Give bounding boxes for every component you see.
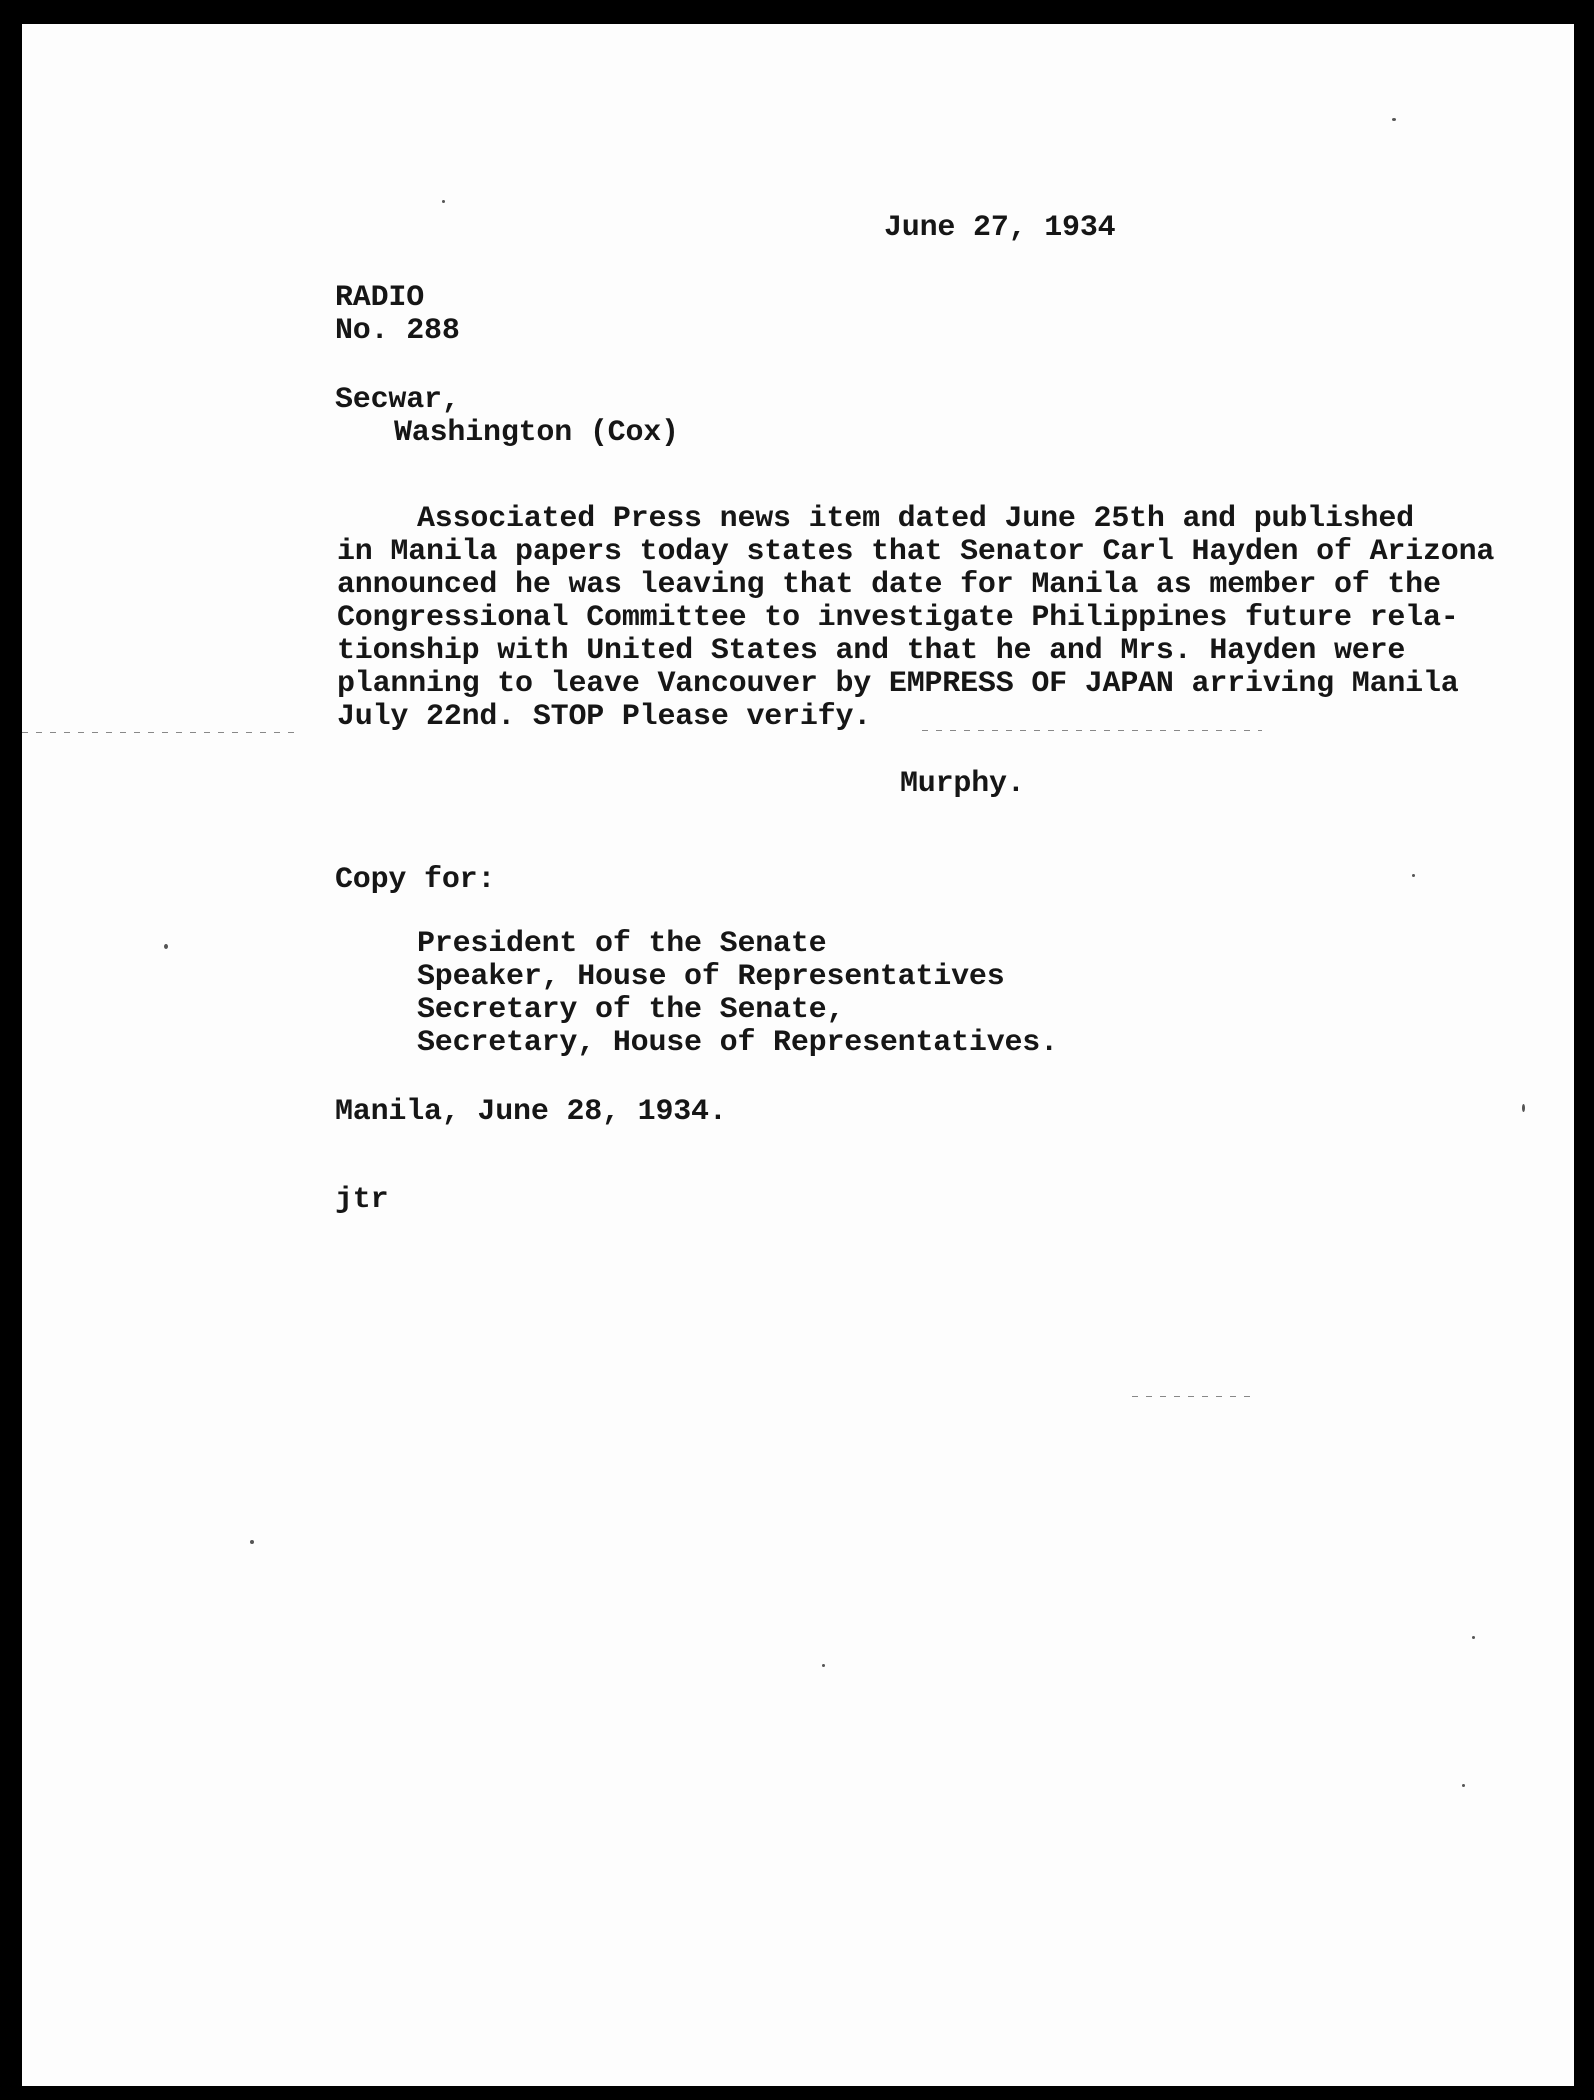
scan-artifact-speck	[1412, 874, 1415, 877]
message-type: RADIO	[335, 281, 425, 315]
addressee-location: Washington (Cox)	[394, 416, 679, 450]
scan-artifact-speck	[1392, 118, 1396, 121]
scan-artifact-speck	[822, 1664, 825, 1667]
scan-artifact-line	[22, 732, 302, 733]
copy-heading: Copy for:	[335, 863, 496, 897]
addressee: Secwar,	[335, 383, 460, 417]
typist-initials: jtr	[335, 1183, 389, 1217]
body-line: in Manila papers today states that Senator Carl Hayden of Arizona	[337, 535, 1495, 569]
body-line: Congressional Committee to investigate Philippines future rela-	[337, 601, 1459, 635]
copy-recipient: President of the Senate	[417, 927, 827, 961]
message-number: No. 288	[335, 314, 460, 348]
body-line: announced he was leaving that date for Manila as member of the	[337, 568, 1441, 602]
scan-artifact-speck	[250, 1540, 254, 1544]
scan-artifact-speck	[442, 200, 445, 203]
signature: Murphy.	[900, 767, 1025, 801]
scan-artifact-speck	[1522, 1104, 1525, 1112]
copy-recipient: Secretary of the Senate,	[417, 993, 845, 1027]
scan-artifact-line	[922, 730, 1262, 731]
scan-artifact-speck	[164, 944, 168, 949]
body-line: Associated Press news item dated June 25th and published	[417, 502, 1414, 536]
dateline: Manila, June 28, 1934.	[335, 1095, 727, 1129]
body-line: planning to leave Vancouver by EMPRESS OF JAPAN arriving Manila	[337, 667, 1459, 701]
copy-recipient: Speaker, House of Representatives	[417, 960, 1005, 994]
copy-recipient: Secretary, House of Representatives.	[417, 1026, 1058, 1060]
body-line: tionship with United States and that he and Mrs. Hayden were	[337, 634, 1406, 668]
scan-artifact-line	[1132, 1396, 1252, 1397]
body-line: July 22nd. STOP Please verify.	[337, 700, 872, 734]
scan-artifact-speck	[1472, 1636, 1475, 1639]
scan-artifact-speck	[1462, 1784, 1465, 1787]
document-page	[22, 24, 1574, 2086]
letter-date: June 27, 1934	[884, 211, 1116, 245]
